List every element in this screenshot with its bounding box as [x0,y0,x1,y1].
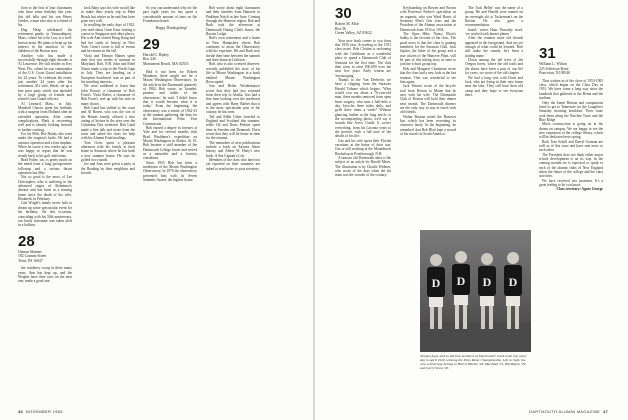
right-folio: DARTMOUTH ALUMNI MAGAZINE 47 [529,409,608,414]
paragraph: Down among the tall trees of the Oregon forest, where the old trails and the skiers have been a part of our life for years, we wrote of the old chapter. [465,58,523,76]
paragraph: Gus and his wife spent their Florida vacations at the home of their son. Gus is still working at the Monadnock Bookshop in Peterborough, N.H. [335,138,391,156]
paragraph: The Open Hike, Nancy Eliott's hobby is the favorite of the class. The good news is that the class is gaining members for the Sarasota Club. Jack Jupiter, the hiker of the group and a true citizen of the Hanover Plain, will be part of this hiking story in time to join the school group trip. [400,32,456,67]
class-secretary-address: Robert M. Mair Box 56 Green Valley, AZ 85622 [335,22,372,36]
paragraph: Joe and Ann were given a party at the Reading by their neighbors and friends. [81,162,135,176]
paragraph: For his 80th, Dee Hattey also went under the surgeon's knife. He had a cataract operation and a lens implant. When he wrote a few weeks ago, he was happy to report that he was steady back to his golf and tennis. [18,131,72,158]
column-3 [143,6,197,182]
paragraph: Only the Jamie Benson and companions fared to get to Tennessee for the Laughlin's Saturday morning breakfast. Their route took them along the Natchez Trace and the Blue Ridge. [539,100,603,122]
paragraph: Your new book comes to you from this 1930 year. According to the 1931 class notes. Bob Chittim is reckoning with the Caribbean as a wonderful place to spend a Dartmouth Club of Sarasota for the first time. The club then went to raise $30,000 over the next five years. Early returns are 'encouraging'. [335,38,391,78]
paragraph: Another who has made it successfully through eight decades is Al Lawrence. He still resides in Key West, Fla., where he was commander of the U.S. Coast Guard installation for 24 years. To celebrate his event, just another 24 years after his retirement, Al's wife, Hazel, set up a fine prior party which was attended by a large group of friends and retired Coast Guard officers. [18,53,72,102]
paragraph: A famous old Dartmouth skier is the subject of an article by Harold Meier. The illustration is by Charlie Widmer, who wrote of the days when the ski team was the wonder of the country. [335,156,391,178]
class-heading-28 [18,234,72,264]
paragraph: board,' writes Haas Thursday word, 'we worked with hornet planes.' [465,27,523,37]
paragraph: Walter Bastian noted the Hanover Inn, which has been recreating its character lately. In the beginning, he remarked, that Bob Blair kept a record of his travels in South America. [400,114,456,136]
paragraph: The 'Jack Heller' was the name of a group. He and Harold were named on an overnight ski at Tuckerman's on the Ravine. He also gave a recommendation. [465,6,523,28]
paragraph: We had a long visit with Doris and Jack, who are living in their new home near the lake. They still have their old camp and they hope to see everyone there. [465,75,523,97]
paragraph: After the reunion more old friends appeared in the foreground. And not yet enough of what could be learned. 'Bob still make the rounds, he's been a trading name.' [465,36,523,58]
paragraph: Jack Batty says his wife would like to make their yearly trip to Palm Beach last winter as he and Ann have gone very well. [81,6,135,24]
column-5 [335,6,391,178]
paragraph: Carl Wright's family never fails to dream up some spectacular event for his birthday. On this occasion, coinciding with his 50th anniversary, our hardy classmate was taken aloft in a balloon. [18,201,72,228]
column-4 [206,6,260,171]
column-1 [18,6,72,284]
paragraph: Tom Geiss spent a pleasant afternoon with his family at their home in Sarasota where he has built a new summer house. He says he golfed two rounds. [81,140,135,163]
paragraph: Thanks to the Van Derbecks we have a clipping from the Sarasota Herald Tribune which begins: 'What would you say about a 76-year-old man, three months removed from open heart surgery, who runs a half-mile a day, bicycles three miles daily, and golfs three times a week?' Without glancing further at the long article or the accompanying photo, we'd say it sounds like Avery Gould. It covers everything, from his Laconia years to the present, with a full note of the details of his life. [335,77,391,139]
class-number: 28 [18,232,35,250]
paragraph: We were saddened to learn that John Prouse, a classmate of Rob Fourt's. Viola Reiter, a classmate of Bob Fourt's, met up with his wife in many shows. [81,84,135,106]
paragraph: Jack Warren wrote of the bicycle trail from Boston to Maine that he uses with his wife. The Dartmouth Club of Boston will hold their dinner next month. The Dartmouth dinners are the only way to stay in touch with old friends. [400,84,456,115]
paragraph: Viola and Eleanor Haines spent their first two weeks of summer in Maryland. Rob, N.H. John and Ethel Nixon made a trip to the North Cape in July. They are heading on a European Southwest tour as part of his traveling interests. [81,53,135,84]
paragraph: Bob wrote about eight classmates and their families from Hanover to Pinkham Notch in late June. Coming through the Hanover region, Bob and Ruth took the afternoon at Dartmouth Outing Club's house, the Ravine Lodge. [206,6,260,37]
runners-illustration [420,230,531,352]
paragraph: In recalling the early days of 1932, you read about Gene Katz visiting a course in Singapore and other places. His wife Ann visited Hong Kong and had her study of history in New York. Gene's roster is full of events and he returns in the fall. [81,23,135,54]
paragraph: born to the first of four classmates who have some birthday this year, this old fella and his son Henry Gerdes, a man who also is a friend of his. [18,6,72,28]
paragraph: Ted and Edith Usher traveled to England and Scotland this summer, while Gil and Doris Perkins spent time in Sweden and Denmark. Doris wrote that they will be home in time for the reunion. [206,114,260,141]
paragraph: Happy Thanksgiving! [155,26,188,31]
class-heading-29 [143,37,197,67]
class-number: 31 [539,45,556,62]
class-heading-30 [335,6,391,36]
class-number: 29 [143,35,160,53]
paragraph: Both Tom Scholl and Darryl Gorman are well as of this issue and have sent news to each other. [539,139,603,153]
paragraph: Bob's own retirement and a home in New Hampshire where Bob continues to assist the Observatory with his expertise. He and Ruth now divide their time between the summit and their home in Littleton. [206,36,260,63]
paragraph: Hob and Margaret Christman wrote that the class had a new look at the last reunion. That was wonderful to see him again. [400,66,456,84]
paragraph: Dug Heap celebrated his retirement gently in Yarmouthport, Mass., where his wife, Lou, is a well-known artist. He plans to keep up his interest in the nutrition of the children of the Boston area. [18,27,72,54]
column-7 [465,6,523,97]
paragraph: The President does not think either major school development is on its way. In the coming months he is expected to speak to each of the alumni clubs of New England about the future of the college and the class activities. [539,152,603,179]
paragraph: The reminders of new publications include a book on Eastern Shore history and Albert W. Huey's new book, A Sea Captain's Life. [206,140,260,158]
paragraph: Members of the class who have not yet reported on their summers are asked to send notes to your secretary. [206,158,260,171]
paragraph: So you can understand why for the past eight years for has spent a considerable amount of time on the Foundation board. [143,6,197,24]
svg-text:D: D [431,276,441,290]
paragraph: Had it not been for Robert Monahan, there might not be a Mount Washington Observatory. In the article in the Dartmouth quarterly of 1982, Bob wrote, as 'founder, pioneer and father of the observatory,' he said, 'I didn't know that it would become what it is today.' From the beginning, the observatory was a winter of 1932-33 at the summit gathering the data for the International Polar Year Commission. [143,69,197,126]
class-secretary-address: Harold C. Ripley Box 246 Monument Beach, MA 02553 [143,52,189,66]
paragraph: Al Leonard, Mass., in July. Marshall Chaves spent his birthday with a surgeon from Holland after an extended operation. After some complications, Mark is recovering well and is already looking forward to further cruising. [18,101,72,132]
paragraph: the cranberry scoop in these many years. Ann has kept up, and the Wrights have their eyes on the next one, made a good one. [18,266,72,284]
paragraph: Thus written as of the close of 1953-1983 class, which began on the Class Day in 1931. We have come a long way since the hundreds that gathered at the Bema and the stadium. [539,78,603,101]
paragraph: Keyboarding on Bowen and Brown with Professor Parker's specialists as an organist, who was Ward Harris of Swanzey Men's first class and the President of the Alumni association at Dartmouth from 1933 to 1934. [400,6,456,32]
column-2 [81,6,135,175]
svg-text:D: D [508,275,518,289]
paragraph: Gus and Helen Weidenmayer wrote that they had just returned from their trip to Alaska. Gus had a fine time looking over the northwest and agrees with Harry Barber that it is the most spectacular part of the country he has seen. [206,84,260,115]
paragraph: Brad Fuller, too, is pretty much on the mend from a long postoperative followup and a serious throat operation last May. [18,158,72,176]
class-secretary-address: William L. Wilson 225 Jefferson Road Princeton, NJ 08540 [539,62,571,76]
paragraph: Class secretary: Agnes George [556,187,603,192]
paragraph: We have received two promises. It's a great feeling to let you know. [539,178,603,188]
left-folio: 46 NOVEMBER 1983 [18,409,63,414]
left-page [0,0,313,420]
column-6 [400,6,456,136]
photo-caption: Tempus fugit, and so did four members of Dartmouth's track team one rainy day in April 1929, winning the Penn Relay Championship. Left to right, the now-retired legs belong to Harris Harlan '28, Mal Platt '31, Hal Ripley '29, and Gerry Snow '29. [420,354,527,371]
paragraph: Bob, who is also a retired observer, recently published the story of his life at Mount Washington in a book entitled Mount Washington Reoccupied. [206,62,260,84]
paragraph: Much construction is going on in the dorms on campus. We are happy to see the new expansion of the college library, which will be dedicated next spring. [539,122,603,140]
class-secretary-address: Osmun Skinner 182 Cannon Street Trent, PA 16847 [18,249,47,263]
column-8 [539,6,603,192]
track-team-photo [420,230,531,352]
paragraph: Bob earned a degree in forestry at Yale and for several months with Brad Washburn's expedition on Mount Washington in Alaska. At 19, Bob became a staff member of the Dartmouth College forest and served as a naturalist and a forestry consultant. [143,125,197,161]
class-number: 30 [335,5,352,22]
class-heading-31 [539,46,603,76]
svg-text:D: D [456,274,466,288]
svg-text:D: D [482,275,492,289]
paragraph: Not so good is the news of Lee Christopher, who is suffering in the advanced stages of Alzheimer's disease and has been in a nursing home since the death of his wife, Elizabeth, in February. [18,175,72,202]
paragraph: Bob Lund has shifted to the coast and Al Rosen, who was the son of the Haines family, offered a nice outing of lecture in the area over the Columbus Day weekend. Bob Lund made a fine talk and wrote from the town and asked the class for help with his Alumni Fund mailings. [81,105,135,141]
paragraph: Since 1955 Bob has been a moderator of the Mount Washington Observatory. In 1976 the observatory presented him with its Seven Summits Award, the highest honor. [143,160,197,183]
